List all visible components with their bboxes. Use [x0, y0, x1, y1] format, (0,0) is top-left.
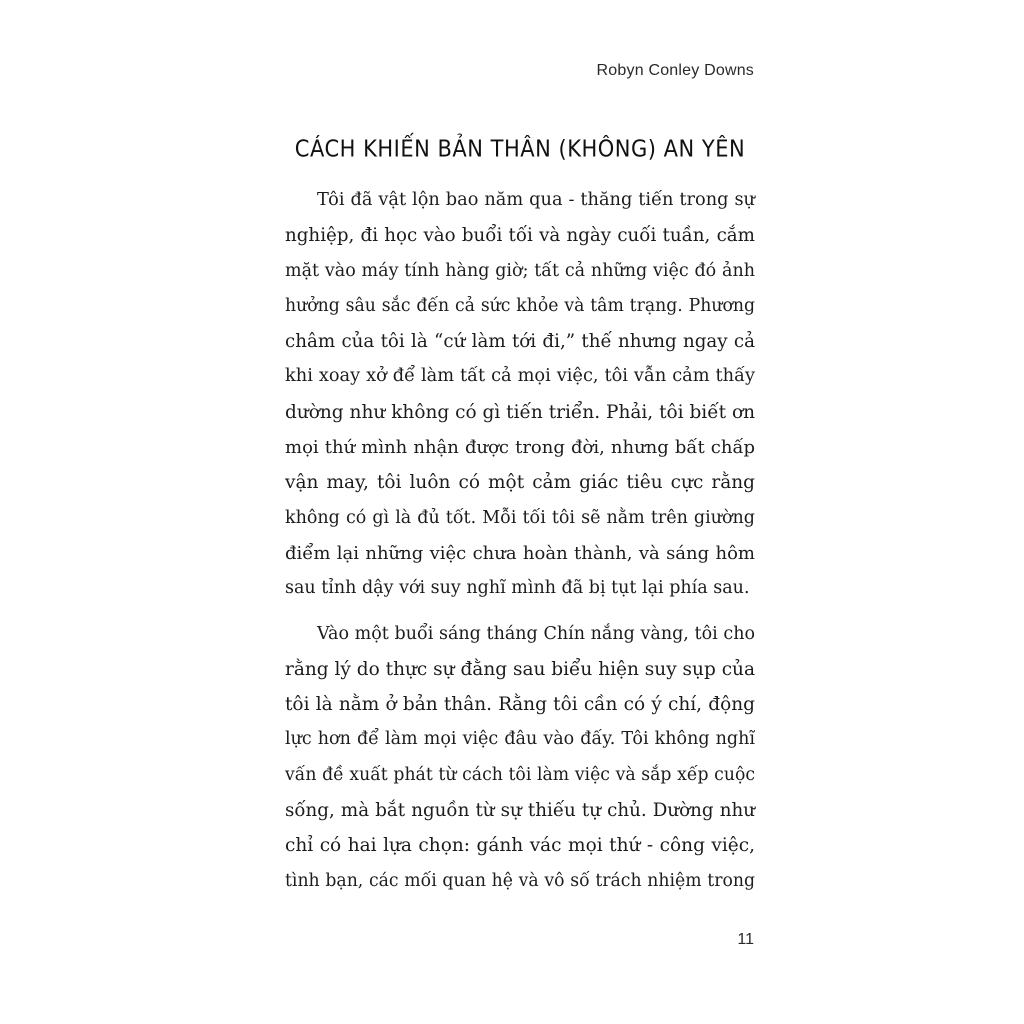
text-line: chỉ có hai lựa chọn: gánh vác mọi thứ - công việc, — [285, 835, 755, 857]
text-line: sau tỉnh dậy với suy nghĩ mình đã bị tụt lại phía sau. — [285, 578, 750, 599]
text-line: dường như không có gì tiến triển. Phải, tôi biết ơn — [285, 401, 755, 423]
text-line: điểm lại những việc chưa hoàn thành, và sáng hôm — [285, 542, 755, 564]
text-line: tôi là nằm ở bản thân. Rằng tôi cần có ý chí, động — [285, 694, 755, 716]
text-line: châm của tôi là “cứ làm tới đi,” thế nhưng ngay cả — [285, 331, 755, 353]
paragraph-spacer — [285, 607, 755, 617]
text-line: vận may, tôi luôn có một cảm giác tiêu cực rằng — [285, 472, 755, 494]
text-line: không có gì là đủ tốt. Mỗi tối tôi sẽ nằm trên giường — [285, 507, 755, 528]
text-line: mặt vào máy tính hàng giờ; tất cả những việc đó ảnh — [285, 260, 755, 281]
text-line: sống, mà bắt nguồn từ sự thiếu tự chủ. Dường như — [285, 800, 755, 822]
text-line: rằng lý do thực sự đằng sau biểu hiện suy sụp của — [285, 658, 755, 680]
text-line: khi xoay xở để làm tất cả mọi việc, tôi vẫn cảm thấy — [285, 366, 755, 387]
text-line: Tôi đã vật lộn bao năm qua - thăng tiến trong sự — [317, 190, 755, 210]
page-number: 11 — [737, 931, 754, 948]
body-text — [285, 183, 755, 899]
text-line: mọi thứ mình nhận được trong đời, nhưng bất chấp — [285, 437, 755, 459]
running-header-author: Robyn Conley Downs — [596, 62, 754, 79]
text-line: tình bạn, các mối quan hệ và vô số trách nhiệm trong — [285, 870, 755, 891]
paragraph-2 — [285, 617, 755, 899]
text-line: lực hơn để làm mọi việc đâu vào đấy. Tôi không nghĩ — [285, 729, 755, 750]
paragraph-1 — [285, 183, 755, 607]
text-line: hưởng sâu sắc đến cả sức khỏe và tâm trạng. Phương — [285, 295, 755, 316]
chapter-title: CÁCH KHIẾN BẢN THÂN (KHÔNG) AN YÊN — [294, 135, 746, 162]
text-line: Vào một buổi sáng tháng Chín nắng vàng, tôi cho — [317, 623, 755, 644]
text-line: vấn đề xuất phát từ cách tôi làm việc và sắp xếp cuộc — [285, 764, 755, 785]
text-line: nghiệp, đi học vào buổi tối và ngày cuối tuần, cắm — [285, 225, 755, 247]
